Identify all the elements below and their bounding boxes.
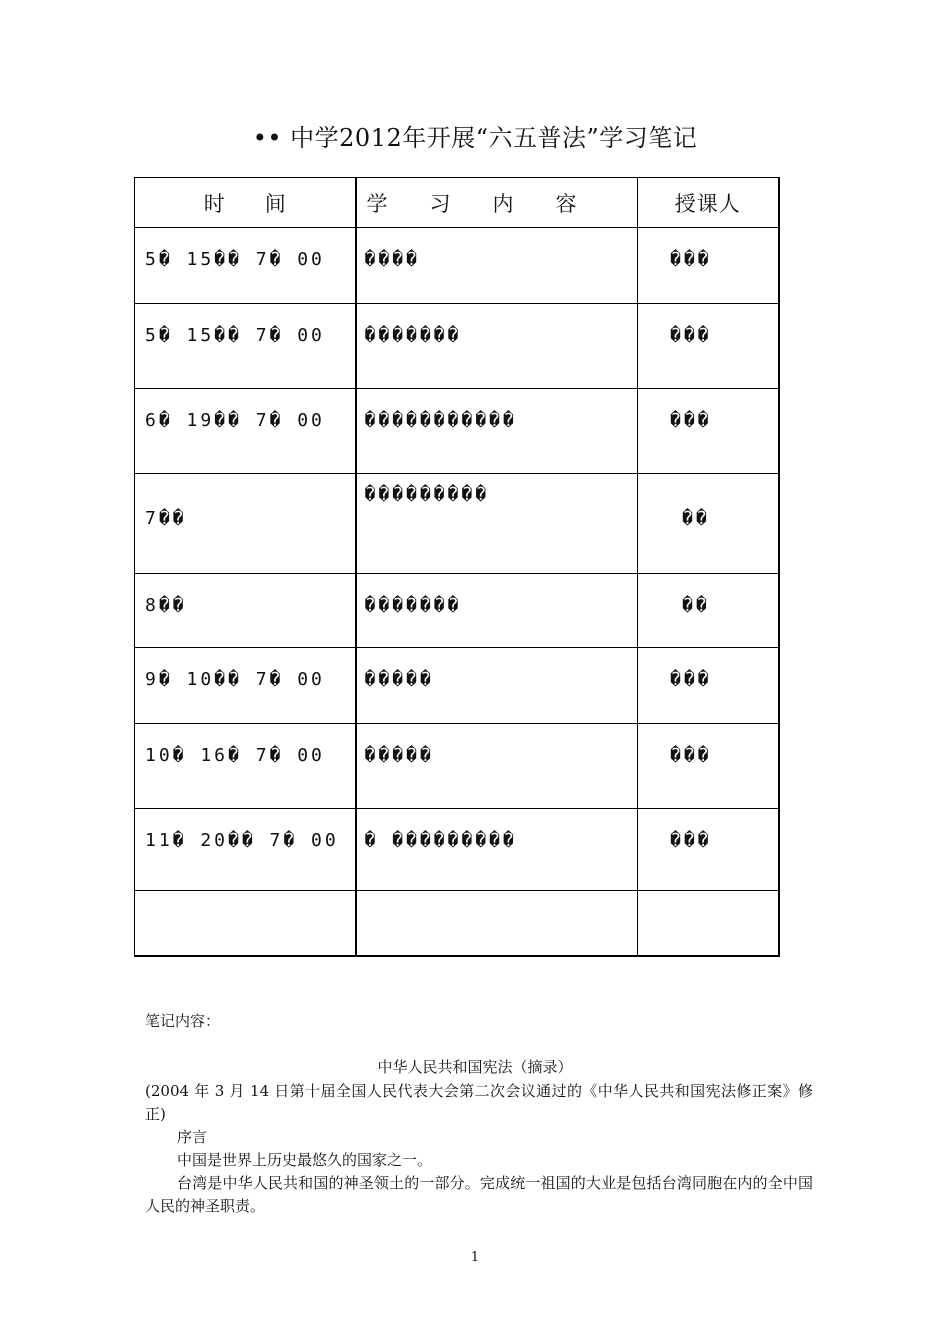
cell-time: 5� 15�� 7� 00 — [135, 228, 356, 304]
cell-teacher: ��� — [638, 304, 779, 389]
cell-content: ����� — [356, 724, 638, 809]
paragraph: 中国是世界上历史最悠久的国家之一。 — [177, 1151, 433, 1169]
paragraph: 台湾是中华人民共和国的神圣领土的一部分。完成统一祖国的大业是包括台湾同胞在内的全中国人民的神圣职责。 — [145, 1174, 813, 1215]
cell-time: 7�� — [135, 474, 356, 574]
page-number: 1 — [470, 1250, 480, 1265]
table-row — [135, 389, 779, 474]
table-row — [135, 648, 779, 724]
cell-content: ����������� — [356, 389, 638, 474]
cell-teacher: ��� — [638, 648, 779, 724]
table-row — [135, 228, 779, 304]
cell-content: ��������� — [356, 474, 638, 574]
header-teacher: 授课人 — [638, 178, 779, 228]
table-row — [135, 809, 779, 891]
notes-label: 笔记内容： — [145, 1012, 221, 1030]
notes-body — [145, 1080, 813, 1218]
cell-content: ����� — [356, 648, 638, 724]
cell-teacher — [638, 891, 779, 956]
cell-time: 9� 10�� 7� 00 — [135, 648, 356, 724]
cell-teacher: �� — [638, 474, 779, 574]
table-row — [135, 574, 779, 648]
cell-teacher: ��� — [638, 809, 779, 891]
cell-content: ������� — [356, 574, 638, 648]
header-content: 学习内容 — [356, 178, 638, 228]
cell-content: ���� — [356, 228, 638, 304]
table-header-row — [135, 178, 779, 228]
cell-content: ������� — [356, 304, 638, 389]
cell-time — [135, 891, 356, 956]
cell-content: � ��������� — [356, 809, 638, 891]
cell-teacher: ��� — [638, 389, 779, 474]
cell-time: 11� 20�� 7� 00 — [135, 809, 356, 891]
cell-teacher: ��� — [638, 724, 779, 809]
amendment-note: (2004 年 3 月 14 日第十届全国人民代表大会第二次会议通过的《中华人民共和国宪法修正案》修正) — [145, 1082, 813, 1123]
cell-time: 8�� — [135, 574, 356, 648]
cell-time: 5� 15�� 7� 00 — [135, 304, 356, 389]
cell-time: 10� 16� 7� 00 — [135, 724, 356, 809]
header-time: 时间 — [135, 178, 356, 228]
table-row — [135, 474, 779, 574]
table-row — [135, 304, 779, 389]
document-title: •• 中学2012年开展“六五普法”学习笔记 — [252, 124, 698, 152]
paragraph: 序言 — [177, 1128, 208, 1146]
table-row — [135, 724, 779, 809]
table-row — [135, 891, 779, 956]
cell-teacher: ��� — [638, 228, 779, 304]
cell-teacher: �� — [638, 574, 779, 648]
cell-content — [356, 891, 638, 956]
law-title: 中华人民共和国宪法（摘录） — [377, 1058, 573, 1076]
schedule-table — [134, 177, 780, 957]
cell-time: 6� 19�� 7� 00 — [135, 389, 356, 474]
